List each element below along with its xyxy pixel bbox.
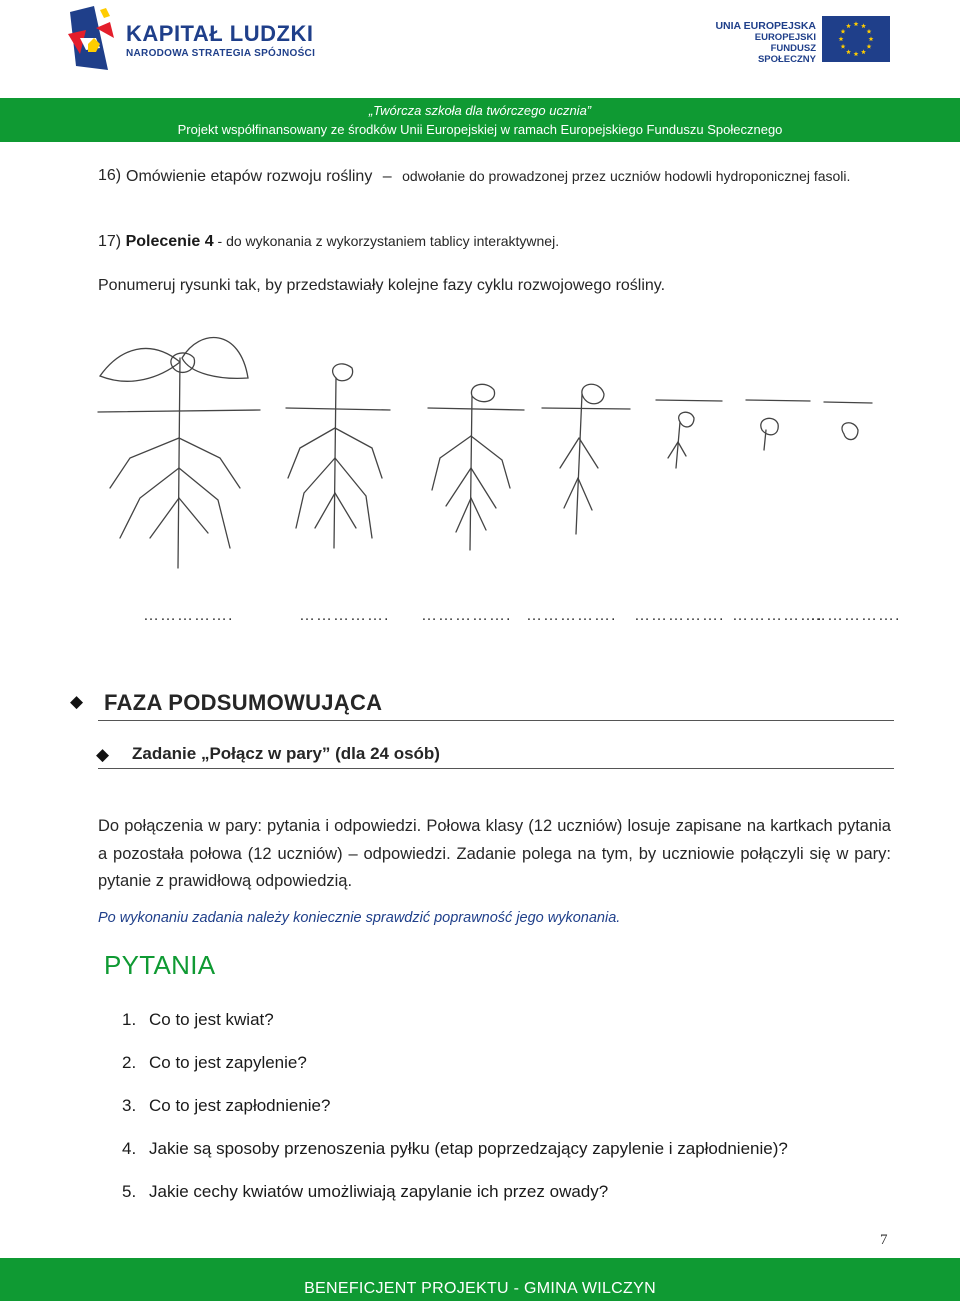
list-item: 3. Co to jest zapłodnienie? [122,1096,331,1115]
task-description: Do połączenia w pary: pytania i odpowiedzi. Połowa klasy (12 uczniów) losuje zapisane na kartkach pytania a pozostała połowa (12 uczniów) – odpowiedzi. Zadanie polega na tym, by uczniowie połączyli się w pary: pytanie z prawidłową odpowiedzią. [98,817,891,890]
number-slot-7[interactable]: ……………. [810,607,901,624]
item-17-rest: - do wykonania z wykorzystaniem tablicy interaktywnej. [213,233,560,249]
kapital-ludzki-emblem-icon [66,4,122,74]
plant-5 [668,412,694,468]
project-cofinanced: Projekt współfinansowany ze środków Unii Europejskiej w ramach Europejskiego Funduszu Społecznego [177,122,783,137]
diamond-bullet-icon: ◆ [96,745,110,764]
footer-band [0,1258,960,1301]
divider [98,720,894,721]
list-item: 1. Co to jest kwiat? [122,1010,274,1029]
task-note: Po wykonaniu zadania należy koniecznie sprawdzić poprawność jego wykonania. [98,910,621,926]
plant-6 [761,418,778,450]
plant-1 [100,338,248,568]
kl-subtitle: NARODOWA STRATEGIA SPÓJNOŚCI [126,48,316,59]
item-16-dash: – [382,168,392,185]
ue-line3: FUNDUSZ SPOŁECZNY [757,43,816,65]
item-17 [98,230,559,253]
divider [98,768,894,769]
pytania-heading: PYTANIA [104,950,216,980]
kl-title: KAPITAŁ LUDZKI [126,21,314,46]
list-item: 5. Jakie cechy kwiatów umożliwiają zapylanie ich przez owady? [122,1182,609,1201]
footer-beneficiary: BENEFICJENT PROJEKTU - GMINA WILCZYN [304,1280,656,1297]
plant-7 [842,423,858,440]
project-band [0,98,960,142]
item-17-number: 17) [98,233,122,250]
project-slogan: „Twórcza szkoła dla twórczego ucznia” [368,103,592,118]
number-slot-4[interactable]: ……………. [526,607,617,624]
number-slot-6[interactable]: ……………. [732,607,823,624]
kapital-ludzki-logo [66,4,122,74]
ue-wordmark [712,20,816,65]
item-16-title: Omówienie etapów rozwoju rośliny [126,168,373,185]
list-item: 4. Jakie są sposoby przenoszenia pyłku (etap poprzedzający zapylenie i zapłodnienie)? [122,1139,788,1158]
ue-line2: EUROPEJSKI [754,32,816,43]
item-17-bold: Polecenie 4 [125,233,214,250]
bean-growth-drawings [90,318,880,588]
number-slot-3[interactable]: ……………. [421,607,512,624]
page-number: 7 [880,1232,888,1248]
zadanie-heading: Zadanie „Połącz w pary” (dla 24 osób) [132,744,440,763]
number-slot-5[interactable]: ……………. [634,607,725,624]
number-slot-2[interactable]: ……………. [299,607,390,624]
eu-flag-icon [822,16,890,62]
kapital-ludzki-wordmark [126,22,315,59]
plant-2 [288,364,382,548]
item-16 [98,165,892,188]
plant-4 [560,384,604,534]
instruction: Ponumeruj rysunki tak, by przedstawiały kolejne fazy cyklu rozwojowego rośliny. [98,277,666,294]
diamond-bullet-icon: ◆ [70,692,84,711]
number-slot-1[interactable]: ……………. [143,607,234,624]
faza-heading: FAZA PODSUMOWUJĄCA [104,690,383,715]
list-item: 2. Co to jest zapylenie? [122,1053,307,1072]
questions-list [122,1008,902,1223]
item-16-number: 16) [98,167,122,184]
ue-line1: UNIA EUROPEJSKA [715,20,816,32]
item-16-rest: odwołanie do prowadzonej przez uczniów hodowli hydroponicznej fasoli. [402,168,851,184]
